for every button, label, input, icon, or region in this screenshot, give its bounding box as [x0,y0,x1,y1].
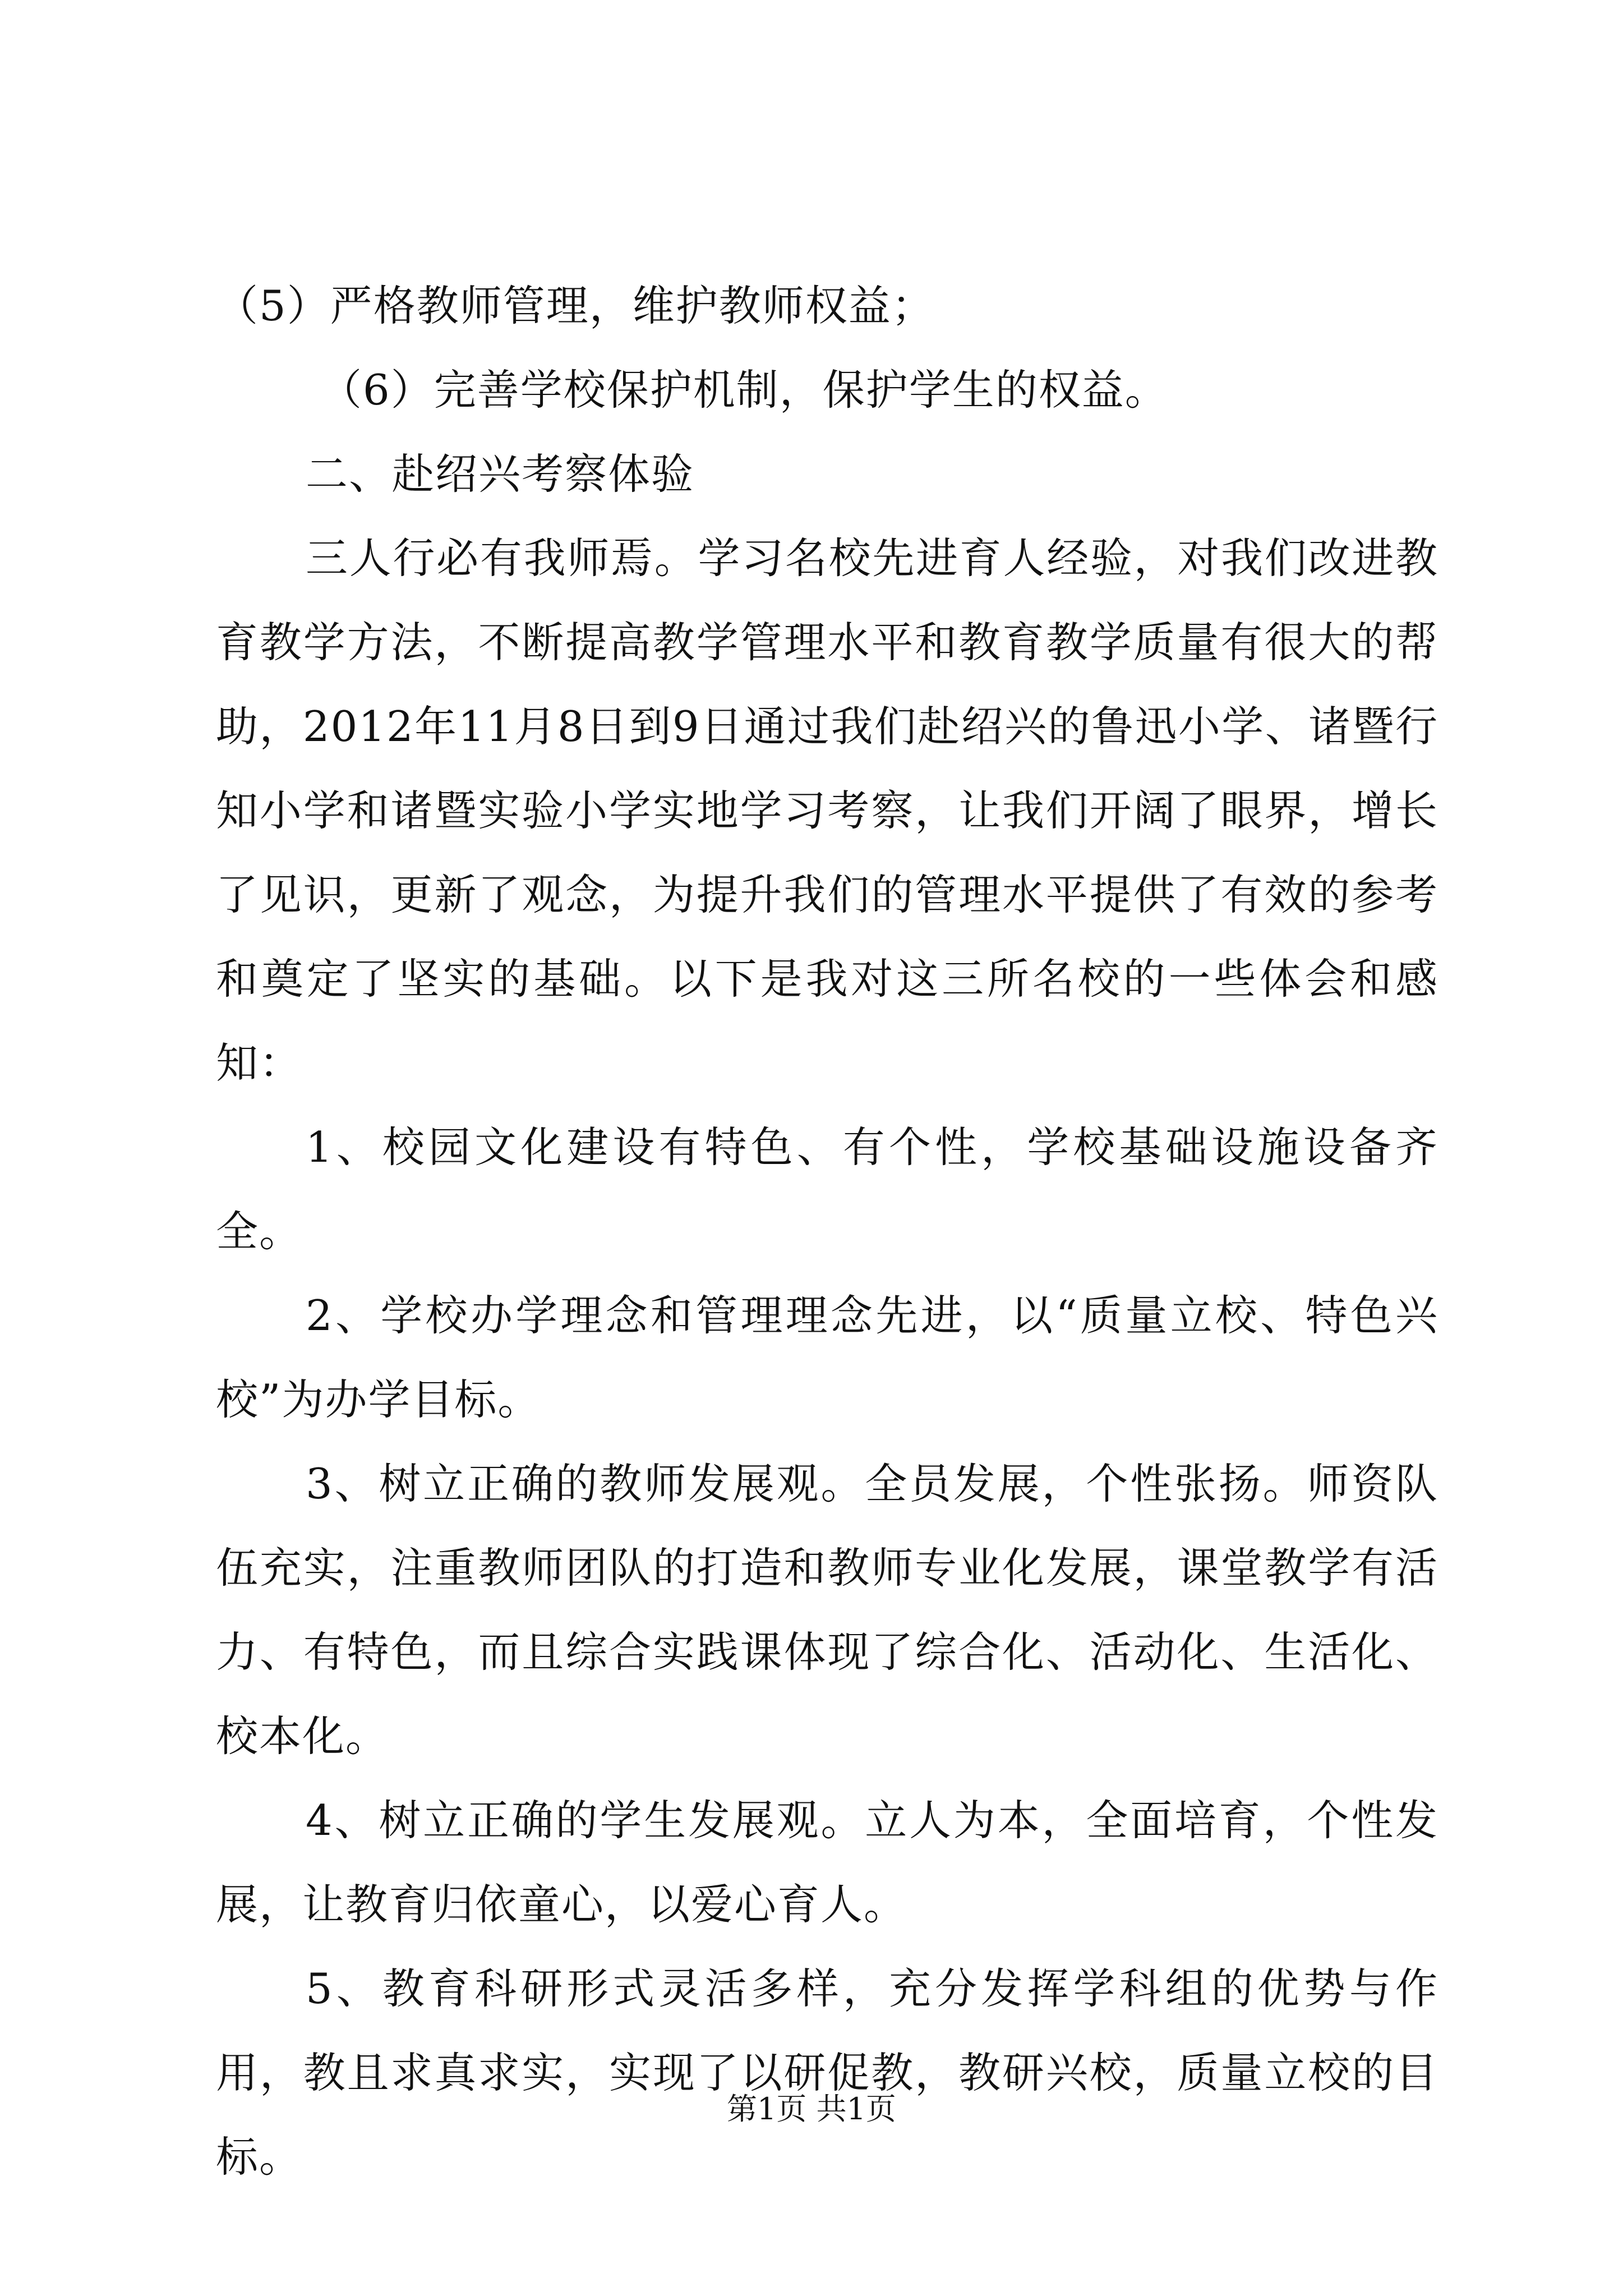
document-body [216,264,1438,2199]
paragraph-point-1: 1、校园文化建设有特色、有个性，学校基础设施设备齐全。 [216,1122,1438,1256]
section-heading: 二、赴绍兴考察体验 [306,449,695,499]
paragraph-point-2: 2、学校办学理念和管理理念先进，以“质量立校、特色兴校”为办学目标。 [216,1291,1438,1424]
paragraph-point-4: 4、树立正确的学生发展观。立人为本，全面培育，个性发展，让教育归依童心，以爱心育人。 [216,1796,1438,1929]
paragraph-point-5: 5、教育科研形式灵活多样，充分发挥学科组的优势与作用，教且求真求实，实现了以研促教，教研兴校，质量立校的目标。 [216,1964,1438,2182]
paragraph-intro: 三人行必有我师焉。学习名校先进育人经验，对我们改进教育教学方法，不断提高教学管理水平和教育教学质量有很大的帮助，2012年11月8日到9日通过我们赴绍兴的鲁迅小学、诸暨行知小学和诸暨实验小学实地学习考察，让我们开阔了眼界，增长了见识，更新了观念，为提升我们的管理水平提供了有效的参考和奠定了坚实的基础。以下是我对这三所名校的一些体会和感知： [216,533,1438,1088]
page-footer: 第1页 共1页 [727,2091,896,2127]
paragraph-item-5: （5）严格教师管理，维护教师权益； [216,281,935,330]
paragraph-item-6: （6）完善学校保护机制，保护学生的权益。 [320,365,1168,415]
paragraph-point-3: 3、树立正确的教师发展观。全员发展，个性张扬。师资队伍充实，注重教师团队的打造和教师专业化发展，课堂教学有活力、有特色，而且综合实践课体现了综合化、活动化、生活化、校本化。 [216,1459,1438,1761]
